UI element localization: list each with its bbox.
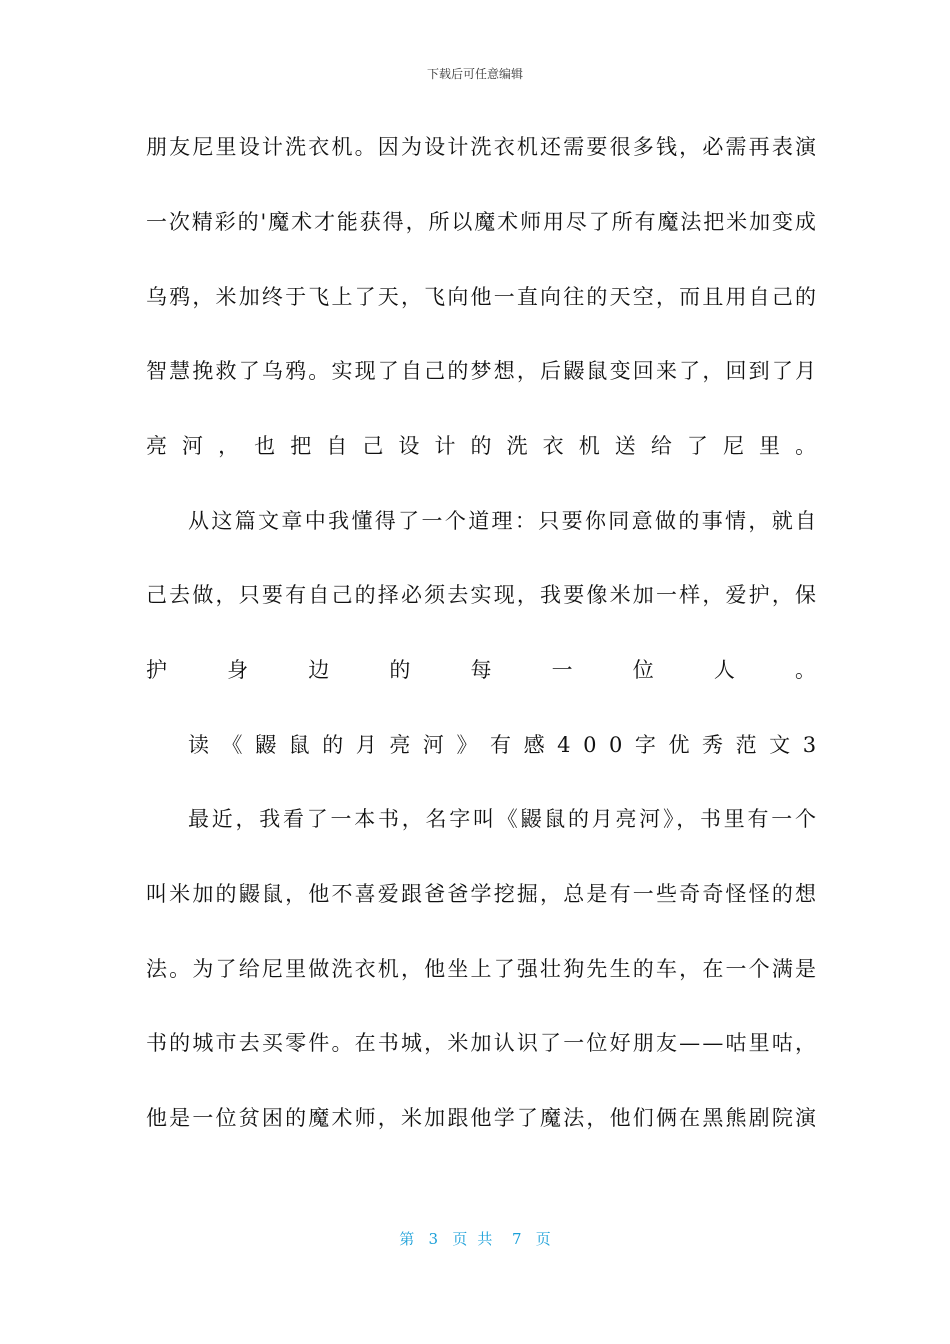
text-line: 护身边的每一位人。 <box>146 658 877 682</box>
paragraph-first-line: 从这篇文章中我懂得了一个道理：只要你同意做的事情，就自 <box>188 509 819 533</box>
text-line: 己去做，只要有自己的择必须去实现，我要像米加一样，爱护，保 <box>146 583 819 607</box>
page-footer <box>0 1229 950 1249</box>
footer-middle: 页共 <box>452 1230 503 1248</box>
text-line: 智慧挽救了乌鸦。实现了自己的梦想，后鼹鼠变回来了，回到了月 <box>146 359 819 383</box>
text-line: 书的城市去买零件。在书城，米加认识了一位好朋友——咕里咕， <box>146 1031 819 1055</box>
text-line: 乌鸦，米加终于飞上了天，飞向他一直向往的天空，而且用自己的 <box>146 285 819 309</box>
text-line: 叫米加的鼹鼠，他不喜爱跟爸爸学挖掘，总是有一些奇奇怪怪的想 <box>146 882 819 906</box>
paragraph-first-line: 最近，我看了一本书，名字叫《鼹鼠的月亮河》，书里有一个 <box>188 807 819 831</box>
page-header: 下载后可任意编辑 <box>426 67 523 81</box>
footer-suffix: 页 <box>535 1230 551 1248</box>
footer-total-pages: 7 <box>511 1230 522 1248</box>
footer-current-page: 3 <box>428 1230 439 1248</box>
text-line: 法。为了给尼里做洗衣机，他坐上了强壮狗先生的车，在一个满是 <box>146 957 819 981</box>
section-heading: 读《鼹鼠的月亮河》有感400字优秀范文3 <box>188 733 829 757</box>
text-line: 亮河，也把自己设计的洗衣机送给了尼里。 <box>146 434 832 458</box>
text-line: 他是一位贫困的魔术师，米加跟他学了魔法，他们俩在黑熊剧院演 <box>146 1106 819 1130</box>
footer-prefix: 第 <box>399 1230 415 1248</box>
text-line: 朋友尼里设计洗衣机。因为设计洗衣机还需要很多钱，必需再表演 <box>146 135 819 159</box>
text-line: 一次精彩的'魔术才能获得，所以魔术师用尽了所有魔法把米加变成 <box>146 210 818 234</box>
